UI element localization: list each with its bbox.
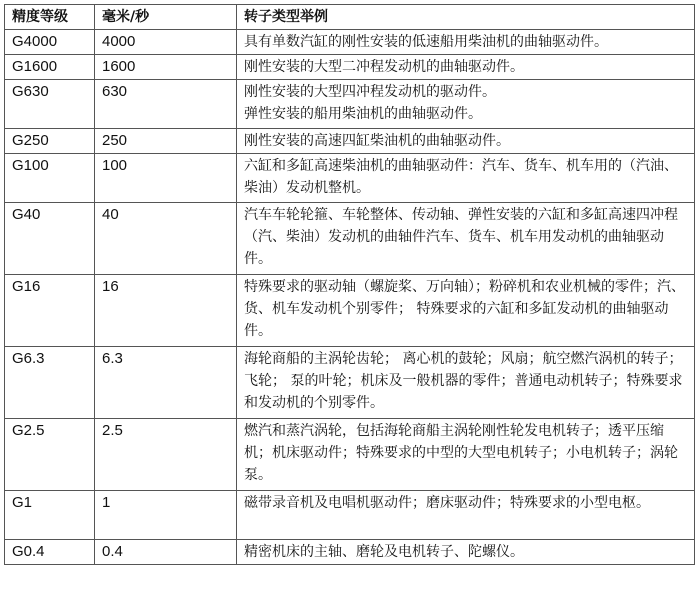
description-text: 刚性安装的大型二冲程发动机的曲轴驱动件。: [244, 59, 524, 75]
speed-cell: 4000: [95, 30, 237, 55]
table-row: [5, 55, 695, 80]
grade-cell: G40: [5, 203, 95, 275]
table-row: [5, 347, 695, 419]
description-text: 特殊要求的驱动轴（螺旋桨、万向轴）；粉碎机和农业机械的零件；汽、货、机车发动机个别零件； 特殊要求的六缸和多缸发动机的曲轴驱动件。: [244, 279, 685, 339]
speed-cell: 6.3: [95, 347, 237, 419]
grade-cell: G6.3: [5, 347, 95, 419]
speed-cell: 40: [95, 203, 237, 275]
table-row: [5, 419, 695, 491]
grade-cell: G2.5: [5, 419, 95, 491]
description-text: 刚性安装的大型四冲程发动机的驱动件。: [244, 84, 496, 100]
description-cell: [237, 129, 695, 154]
speed-cell: 1: [95, 491, 237, 540]
speed-cell: 630: [95, 80, 237, 129]
description-text: 汽车车轮轮箍、车轮整体、传动轴、弹性安装的六缸和多缸高速四冲程（汽、柴油）发动机的曲轴件汽车、货车、机车用发动机的曲轴驱动件。: [244, 207, 678, 267]
description-cell: [237, 203, 695, 275]
grade-cell: G0.4: [5, 540, 95, 565]
description-cell: [237, 419, 695, 491]
description-text: 具有单数汽缸的刚性安装的低速船用柴油机的曲轴驱动件。: [244, 34, 608, 50]
description-text: 燃汽和蒸汽涡轮，包括海轮商船主涡轮刚性轮发电机转子；透平压缩机；机床驱动件；特殊要求的中型的大型电机转子；小电机转子；涡轮泵。: [244, 423, 678, 483]
grade-cell: G16: [5, 275, 95, 347]
table-header-row: [5, 5, 695, 30]
description-text: 磁带录音机及电唱机驱动件；磨床驱动件；特殊要求的小型电枢。: [244, 495, 650, 511]
speed-cell: 16: [95, 275, 237, 347]
description-cell: [237, 540, 695, 565]
header-grade: 精度等级: [5, 5, 95, 30]
speed-cell: 1600: [95, 55, 237, 80]
description-cell: [237, 275, 695, 347]
description-cell: [237, 80, 695, 129]
grade-cell: G100: [5, 154, 95, 203]
table-row: [5, 154, 695, 203]
grade-cell: G1: [5, 491, 95, 540]
description-text: 弹性安装的船用柴油机的曲轴驱动件。: [244, 106, 482, 122]
balance-grade-table: [4, 4, 695, 565]
table-row: [5, 129, 695, 154]
description-text: 精密机床的主轴、磨轮及电机转子、陀螺仪。: [244, 544, 524, 560]
speed-cell: 0.4: [95, 540, 237, 565]
description-text: 六缸和多缸高速柴油机的曲轴驱动件：汽车、货车、机车用的（汽油、柴油）发动机整机。: [244, 158, 678, 196]
grade-cell: G1600: [5, 55, 95, 80]
table-row: [5, 540, 695, 565]
grade-cell: G630: [5, 80, 95, 129]
header-rotor-examples: 转子类型举例: [237, 5, 695, 30]
description-text: 海轮商船的主涡轮齿轮； 离心机的鼓轮；风扇；航空燃汽涡机的转子； 飞轮； 泵的叶轮；机床及一般机器的零件；普通电动机转子；特殊要求和发动机的个别零件。: [244, 351, 683, 411]
header-speed: 毫米/秒: [95, 5, 237, 30]
description-cell: [237, 347, 695, 419]
description-cell: [237, 30, 695, 55]
grade-cell: G250: [5, 129, 95, 154]
table-row: [5, 80, 695, 129]
description-cell: [237, 55, 695, 80]
table-row: [5, 203, 695, 275]
speed-cell: 2.5: [95, 419, 237, 491]
grade-cell: G4000: [5, 30, 95, 55]
table-row: [5, 275, 695, 347]
table-row: [5, 30, 695, 55]
description-cell: [237, 154, 695, 203]
description-text: 刚性安装的高速四缸柴油机的曲轴驱动件。: [244, 133, 510, 149]
description-cell: [237, 491, 695, 540]
speed-cell: 250: [95, 129, 237, 154]
speed-cell: 100: [95, 154, 237, 203]
table-row: [5, 491, 695, 540]
